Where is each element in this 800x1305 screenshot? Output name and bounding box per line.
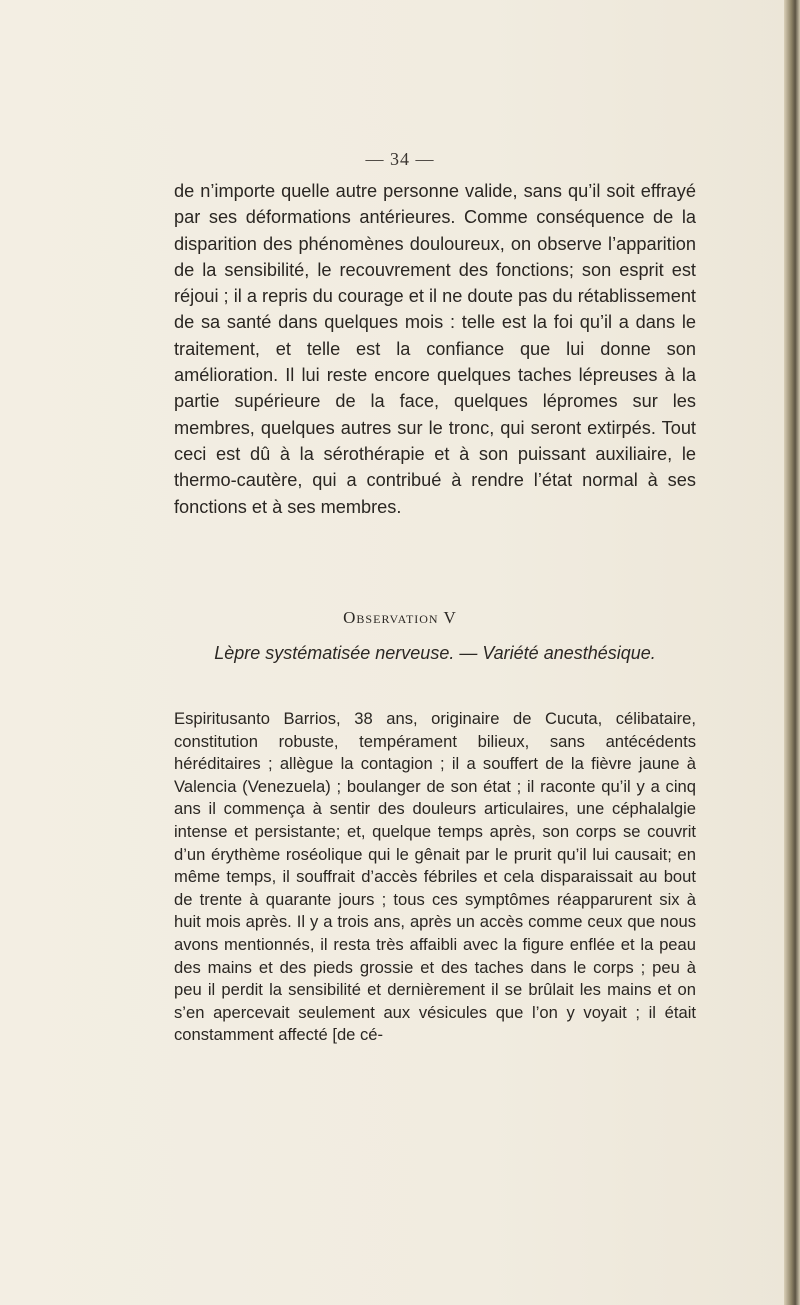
page-number: — 34 — bbox=[365, 149, 435, 169]
page-edge-shadow bbox=[784, 0, 800, 1305]
observation-heading: Observation V bbox=[343, 608, 457, 627]
body-paragraph-1: de n’importe quelle autre personne valide, sans qu’il soit effrayé par ses déformations antérieures. Comme conséquence de la disparition des phénomènes douloureux, on observe l’apparition de la sensibilité, le recouvrement des fonctions; son esprit est réjoui ; il a repris du courage et il ne doute pas du rétablissement de sa santé dans quelques mois : telle est la foi qu’il a dans le traitement, et telle est la confiance que lui donne son amélioration. Il lui reste encore quelques taches lépreuses à la partie supérieure de la face, quelques lépromes sur les membres, quelques autres sur le tronc, qui seront extirpés. Tout ceci est dû à la sérothérapie et à son puissant auxiliaire, le thermo-cautère, qui a contribué à rendre l’état normal à ses fonctions et à ses membres. bbox=[174, 181, 696, 517]
observation-subtitle: Lèpre systématisée nerveuse. — Variété anesthésique. bbox=[214, 643, 656, 663]
body-paragraph-2: Espiritusanto Barrios, 38 ans, originaire de Cucuta, célibataire, constitution robuste, tempérament bilieux, sans antécédents héréditaires ; allègue la contagion ; il a souffert de la fièvre jaune à Valencia (Venezuela) ; boulanger de son état ; il raconte qu’il y a cinq ans il commença à sentir des douleurs articulaires, une céphalalgie intense et persistante; et, quelque temps après, son corps se couvrit d’un érythème roséolique qui le gênait par le prurit qu’il lui causait; en même temps, il souffrait d’accès fébriles et cela disparaissait au bout de trente à quarante jours ; tous ces symptômes réapparurent six à huit mois après. Il y a trois ans, après un accès comme ceux que nous avons mentionnés, il resta très affaibli avec la figure enflée et la peau des mains et des pieds grossie et des taches dans le corps ; peu à peu il perdit la sensibilité et dernièrement il se brûlait les mains et on s’en apercevait seulement aux vésicules que l’on y voyait ; il était constamment affecté [de cé- bbox=[174, 709, 696, 1045]
